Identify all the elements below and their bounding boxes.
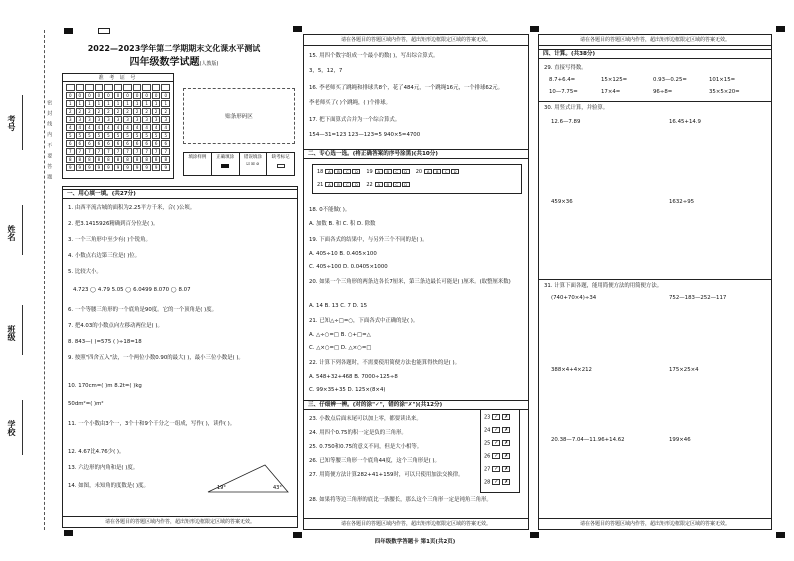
- exam-number-bubble[interactable]: 8: [114, 156, 123, 163]
- exam-number-bubble[interactable]: 9: [76, 164, 85, 171]
- exam-number-bubble[interactable]: 5: [123, 132, 132, 139]
- exam-number-bubble[interactable]: 9: [133, 164, 142, 171]
- answer-group: [317, 169, 361, 175]
- exam-number-bubble[interactable]: 0: [104, 92, 113, 99]
- question-25: 25. 0.750和0.75的意义不同，但是大小相等。: [309, 444, 423, 450]
- tf-row: [484, 453, 510, 460]
- exam-title: 2022—2023学年第二学期期末文化课水平测试: [87, 44, 261, 53]
- exam-number-bubble[interactable]: 7: [85, 148, 94, 155]
- exam-number-bubble[interactable]: 1: [114, 100, 123, 107]
- exam-number-bubble[interactable]: 3: [133, 116, 142, 123]
- column-3-header-notice: 请在各题目的答题区域内作答，超出矩形边框限定区域的答案无效。: [539, 35, 771, 46]
- answer-bubble[interactable]: D: [352, 169, 360, 174]
- registration-mark-top-right: [530, 26, 539, 32]
- exam-number-bubble[interactable]: 0: [133, 92, 142, 99]
- exam-number-bubble[interactable]: 3: [123, 116, 132, 123]
- question-20-options: A. 14 B. 13 C. 7 D. 15: [309, 303, 368, 309]
- exam-number-write-cell[interactable]: [152, 84, 161, 91]
- answer-bubble[interactable]: C: [343, 182, 351, 187]
- exam-number-write-cell[interactable]: [114, 84, 123, 91]
- tf-row: [484, 440, 510, 447]
- question-15: 15. 用四个数字组成一个最小的数( )，写出综合算式。: [309, 53, 439, 59]
- exam-number-bubble[interactable]: 6: [152, 140, 161, 147]
- exam-number-bubble[interactable]: 1: [76, 100, 85, 107]
- answer-group: [366, 182, 410, 188]
- exam-number-bubble[interactable]: 6: [66, 140, 75, 147]
- answer-bubble[interactable]: B: [433, 169, 441, 174]
- mental-math-item: 17×4=: [601, 89, 621, 95]
- angle-label-right: 43°: [273, 485, 282, 491]
- exam-number-bubble[interactable]: 0: [95, 92, 104, 99]
- question-17-eqs: 154—31=123 123—123=5 940×5=4700: [309, 132, 421, 138]
- column-3-panel: [538, 34, 772, 530]
- exam-number-bubble[interactable]: 7: [95, 148, 104, 155]
- registration-mark-bottom-right: [530, 532, 539, 538]
- question-16: 16. 李老师买了跳绳和排球共8个，花了484元，一个跳绳16元，一个排球62元。: [309, 85, 504, 91]
- question-24: 24. 用四个0.75的积一定是负的三角形。: [309, 430, 407, 436]
- true-false-answer-box: [480, 409, 520, 493]
- exam-number-bubble[interactable]: 7: [104, 148, 113, 155]
- section-1-footer-notice: 请在各题目的答题区域内作答，超出矩形边框限定区域的答案无效。: [63, 516, 297, 527]
- exam-number-bubble[interactable]: 7: [133, 148, 142, 155]
- question-1: 1. 由西平流古城的面积为2.25平方千米，合( )公顷。: [68, 205, 196, 211]
- exam-number-write-cell[interactable]: [104, 84, 113, 91]
- exam-number-bubble[interactable]: 2: [114, 108, 123, 115]
- exam-number-bubble[interactable]: 5: [114, 132, 123, 139]
- exam-number-bubble[interactable]: 5: [66, 132, 75, 139]
- exam-number-bubble[interactable]: 9: [161, 164, 170, 171]
- question-29: 29. 直接写得数。: [544, 65, 587, 71]
- tf-number: 24: [484, 427, 491, 434]
- question-19: 19. 下面各式的结果中，与另外三个不同的是( )。: [309, 237, 428, 243]
- tf-number: 28: [484, 479, 491, 486]
- exam-number-write-cell[interactable]: [85, 84, 94, 91]
- answer-bubble[interactable]: C: [442, 169, 450, 174]
- column-3-footer-notice: 请在各题目的答题区域内作答，超出矩形边框限定区域的答案无效。: [539, 518, 771, 529]
- check-icon[interactable]: ✓: [494, 479, 499, 485]
- exam-number-bubble[interactable]: 0: [85, 92, 94, 99]
- mental-math-item: 35×5×20=: [709, 89, 740, 95]
- exam-number-bubble[interactable]: 1: [85, 100, 94, 107]
- question-5: 5. 比较大小。: [68, 269, 102, 275]
- question-8: 8. 843—( )=575 ( )÷18=18: [68, 339, 142, 345]
- exam-number-bubble[interactable]: 8: [161, 156, 170, 163]
- exam-number-bubble[interactable]: 2: [133, 108, 142, 115]
- question-21: 21. 已知△÷□=○，下面各式中正确的是( )。: [309, 318, 419, 324]
- exam-number-bubble[interactable]: 9: [123, 164, 132, 171]
- exam-number-bubble[interactable]: 4: [95, 124, 104, 131]
- exam-number-bubble[interactable]: 3: [161, 116, 170, 123]
- answer-bubble[interactable]: A: [375, 182, 383, 187]
- exam-number-bubble[interactable]: 8: [85, 156, 94, 163]
- question-7: 7. 把4.03的小数点向左移动两位是( )。: [68, 323, 163, 329]
- exam-number-bubble[interactable]: 0: [114, 92, 123, 99]
- column-2-footer-notice: 请在各题目的答题区域内作答，超出矩形边框限定区域的答案无效。: [304, 518, 528, 529]
- exam-number-bubble[interactable]: 1: [123, 100, 132, 107]
- exam-number-bubble[interactable]: 3: [152, 116, 161, 123]
- question-14: 14. 如图，未知角的度数是( )度。: [68, 483, 149, 489]
- exam-number-bubble[interactable]: 8: [76, 156, 85, 163]
- exam-number-bubble[interactable]: 1: [104, 100, 113, 107]
- question-10-area: 50dm²=( )m²: [68, 401, 104, 407]
- exam-number-line[interactable]: [22, 95, 23, 150]
- exam-number-bubble[interactable]: 4: [152, 124, 161, 131]
- tf-row: [484, 466, 510, 473]
- fold-note: 密 封 线 内 不 要 答 题: [46, 100, 53, 182]
- exam-subtitle: 四年级数学试题(人教版): [129, 57, 219, 68]
- registration-mark-bottom-mid: [293, 532, 302, 538]
- question-31-f: 199×46: [669, 437, 691, 443]
- binding-label-name: 姓名: [7, 225, 16, 241]
- angle-label-left: 19°: [217, 485, 226, 491]
- exam-number-write-cell[interactable]: [161, 84, 170, 91]
- check-icon[interactable]: ✓: [494, 414, 499, 420]
- question-31-d: 175×25×4: [669, 367, 699, 373]
- exam-number-bubble[interactable]: 5: [104, 132, 113, 139]
- exam-number-bubble[interactable]: 5: [85, 132, 94, 139]
- exam-number-bubble[interactable]: 2: [152, 108, 161, 115]
- registration-mark-top-far-right: [776, 26, 785, 32]
- exam-number-bubble[interactable]: 4: [66, 124, 75, 131]
- section-1-header: 一、用心填一填。(共27分): [63, 189, 297, 199]
- answer-group: [366, 169, 410, 175]
- edition-label: (人教版): [199, 61, 219, 67]
- question-11: 11. 一个小数由3个一，3个十和9个千分之一组成，写作( )，读作( )。: [68, 421, 236, 427]
- question-12: 12. 4.67比4.76少( )。: [68, 449, 125, 455]
- exam-number-bubble[interactable]: 1: [66, 100, 75, 107]
- question-4: 4. 小数点右边第三位是( )位。: [68, 253, 141, 259]
- question-16-cont: 李老师买了( )个跳绳，( )个排球。: [309, 100, 391, 106]
- exam-number-bubble[interactable]: 9: [152, 164, 161, 171]
- exam-number-bubble[interactable]: 0: [66, 92, 75, 99]
- binding-label-exam-number: 考号: [7, 115, 16, 131]
- question-30-a: 12.6—7.89: [551, 119, 581, 125]
- cross-icon[interactable]: ✗: [504, 427, 509, 433]
- exam-number-bubble[interactable]: 1: [95, 100, 104, 107]
- exam-number-bubble[interactable]: 5: [95, 132, 104, 139]
- exam-number-bubble[interactable]: 4: [142, 124, 151, 131]
- exam-number-bubble[interactable]: 9: [66, 164, 75, 171]
- exam-number-bubble[interactable]: 4: [161, 124, 170, 131]
- binding-strip: [0, 0, 56, 561]
- exam-number-bubble[interactable]: 0: [161, 92, 170, 99]
- answer-bubble[interactable]: A: [325, 169, 333, 174]
- mental-math-item: 0.93—0.25=: [653, 77, 687, 83]
- exam-number-bubble[interactable]: 1: [152, 100, 161, 107]
- name-line[interactable]: [22, 205, 23, 255]
- exam-number-header: 准 考 证 号: [63, 74, 173, 82]
- exam-number-bubble[interactable]: 2: [142, 108, 151, 115]
- question-13: 13. 六边形的内角和是( )度。: [68, 465, 139, 471]
- mental-math-item: 8.7+6.4=: [549, 77, 576, 83]
- exam-number-bubble[interactable]: 0: [76, 92, 85, 99]
- question-30: 30. 用竖式计算，并验算。: [544, 105, 609, 111]
- exam-number-write-cell[interactable]: [66, 84, 75, 91]
- answer-row-2: [317, 182, 416, 188]
- exam-number-bubble[interactable]: 7: [76, 148, 85, 155]
- answer-number: 21: [317, 182, 324, 188]
- question-19-options-a: A. 405÷10 B. 0.405×100: [309, 251, 377, 257]
- exam-number-bubble[interactable]: 8: [95, 156, 104, 163]
- exam-number-bubble[interactable]: 3: [85, 116, 94, 123]
- bubble-cells[interactable]: [63, 82, 173, 173]
- question-31-e: 20.38—7.04—11.96+14.62: [551, 437, 625, 443]
- question-15-numbers: 3，5，12，7: [309, 68, 343, 74]
- answer-number: 18: [317, 169, 324, 175]
- question-9: 9. 按照"四舍五入"法，一个两位小数0.90的最大( )，最小三位小数是( )。: [68, 355, 244, 361]
- question-22-options-c: C. 99×35+35 D. 125×(8×4): [309, 387, 386, 393]
- exam-number-bubble[interactable]: 2: [66, 108, 75, 115]
- exam-number-bubble[interactable]: 9: [85, 164, 94, 171]
- question-31: 31. 计算下面各题，能用简便方法的用简便方法。: [544, 283, 663, 289]
- column-2-header-notice: 请在各题目的答题区域内作答，超出矩形边框限定区域的答案无效。: [304, 35, 528, 46]
- barcode-area: 贴条形码区: [183, 88, 295, 144]
- exam-number-bubble[interactable]: 3: [142, 116, 151, 123]
- answer-bubble[interactable]: C: [393, 169, 401, 174]
- answer-bubble[interactable]: A: [424, 169, 432, 174]
- question-21-options-a: A. △÷○=□ B. ○+□=△: [309, 332, 371, 338]
- question-22-options-a: A. 548+32+468 B. 7000÷125÷8: [309, 374, 398, 380]
- exam-number-bubble[interactable]: 0: [142, 92, 151, 99]
- exam-number-bubble[interactable]: 6: [161, 140, 170, 147]
- exam-number-write-cell[interactable]: [95, 84, 104, 91]
- question-6: 6. 一个等腰三角形的一个底角是90度。它的一个顶角是( )度。: [68, 307, 218, 313]
- answer-bubble[interactable]: C: [393, 182, 401, 187]
- answer-bubble[interactable]: D: [352, 182, 360, 187]
- registration-mark-bottom-left: [64, 530, 73, 536]
- question-31-b: 752—183—252—117: [669, 295, 727, 301]
- tf-row: [484, 414, 510, 421]
- exam-number-bubble[interactable]: 5: [142, 132, 151, 139]
- question-30-c: 459×36: [551, 199, 573, 205]
- cross-icon[interactable]: ✗: [504, 453, 509, 459]
- mental-math-item: 96÷8=: [653, 89, 673, 95]
- exam-number-bubble[interactable]: 3: [66, 116, 75, 123]
- question-22: 22. 计算下列各题时，不需要使用简便方法也能算得快的是( )。: [309, 360, 460, 366]
- question-18: 18. 0不能做( )。: [309, 207, 351, 213]
- exam-number-bubble[interactable]: 6: [104, 140, 113, 147]
- answer-group: [317, 182, 361, 188]
- cross-icon[interactable]: ✗: [504, 466, 509, 472]
- exam-number-bubble[interactable]: 2: [123, 108, 132, 115]
- check-icon[interactable]: ✓: [494, 440, 499, 446]
- answer-number: 19: [366, 169, 373, 175]
- registration-mark-bottom-far-right: [776, 532, 785, 538]
- cross-icon[interactable]: ✗: [504, 479, 509, 485]
- section-3-header: 三、仔细辨一辨。(对的涂"✓"，错的涂"✗")(共12分): [304, 400, 528, 410]
- exam-number-bubble[interactable]: 0: [152, 92, 161, 99]
- section-4-header: 四、计算。(共38分): [539, 49, 771, 59]
- exam-number-bubble[interactable]: 6: [76, 140, 85, 147]
- check-icon[interactable]: ✓: [494, 466, 499, 472]
- question-2: 2. 把3.1415926精确到百分位是( )。: [68, 221, 159, 227]
- exam-number-bubble[interactable]: 4: [114, 124, 123, 131]
- tf-row: [484, 479, 510, 486]
- question-21-options-c: C. △×○=□ D. △×○=□: [309, 345, 372, 351]
- exam-number-bubble[interactable]: 8: [123, 156, 132, 163]
- question-19-options-c: C. 405÷100 D. 0.0405×1000: [309, 264, 388, 270]
- answer-bubble[interactable]: D: [451, 169, 459, 174]
- answer-group: [416, 169, 460, 175]
- exam-number-bubble[interactable]: 5: [152, 132, 161, 139]
- exam-number-bubble[interactable]: 4: [76, 124, 85, 131]
- cross-icon[interactable]: ✗: [504, 440, 509, 446]
- exam-number-bubble[interactable]: 6: [95, 140, 104, 147]
- exam-number-bubble[interactable]: 5: [76, 132, 85, 139]
- fold-line: [44, 30, 45, 530]
- registration-mark-top-mid: [293, 26, 302, 32]
- fill-correct: 正确填涂: [212, 153, 240, 175]
- question-18-options: A. 加数 B. 和 C. 积 D. 除数: [309, 221, 376, 227]
- answer-bubble[interactable]: B: [384, 169, 392, 174]
- registration-mark-top-left: [64, 28, 73, 34]
- exam-number-bubble[interactable]: 4: [104, 124, 113, 131]
- exam-number-bubble[interactable]: 6: [85, 140, 94, 147]
- question-30-d: 1632÷95: [669, 199, 695, 205]
- exam-number-bubble[interactable]: 8: [133, 156, 142, 163]
- tf-number: 23: [484, 414, 491, 421]
- page-footer: 四年级数学答题卡 第1页(共2页): [374, 539, 456, 545]
- question-26: 26. 已知等腰三角形一个底角44度，这个三角形是( )。: [309, 458, 440, 464]
- exam-number-bubble[interactable]: 9: [104, 164, 113, 171]
- tf-number: 26: [484, 453, 491, 460]
- tf-number: 27: [484, 466, 491, 473]
- answer-bubble[interactable]: A: [325, 182, 333, 187]
- question-31-c: 388×4+4×212: [551, 367, 592, 373]
- absent-mark[interactable]: 缺考标记: [267, 153, 294, 175]
- exam-number-bubble[interactable]: 1: [161, 100, 170, 107]
- answer-number: 20: [415, 169, 423, 175]
- binding-label-class: 班级: [7, 325, 16, 341]
- exam-number-bubble[interactable]: 2: [161, 108, 170, 115]
- triangle-figure: [203, 457, 293, 497]
- exam-number-bubble[interactable]: 7: [152, 148, 161, 155]
- divider-29-30: [539, 101, 771, 102]
- exam-number-bubble[interactable]: 4: [133, 124, 142, 131]
- exam-number-bubble[interactable]: 5: [133, 132, 142, 139]
- cross-icon[interactable]: ✗: [504, 414, 509, 420]
- fill-legend: [183, 152, 295, 176]
- exam-number-write-cell[interactable]: [142, 84, 151, 91]
- fill-wrong: 错误填涂 ☑ ☒ ⊘: [240, 153, 268, 175]
- answer-bubble[interactable]: C: [343, 169, 351, 174]
- answer-bubble[interactable]: D: [402, 169, 410, 174]
- exam-number-bubble[interactable]: 2: [95, 108, 104, 115]
- section-2-answer-grid: [312, 164, 522, 194]
- small-marker-box: [98, 28, 110, 34]
- exam-number-bubble[interactable]: 7: [142, 148, 151, 155]
- answer-bubble[interactable]: B: [334, 182, 342, 187]
- exam-number-write-cell[interactable]: [123, 84, 132, 91]
- exam-number-bubble[interactable]: 4: [85, 124, 94, 131]
- question-17: 17. 把下面算式合并为一个综合算式。: [309, 117, 401, 123]
- exam-number-bubble[interactable]: 1: [142, 100, 151, 107]
- answer-bubble[interactable]: B: [334, 169, 342, 174]
- exam-number-bubble[interactable]: 2: [76, 108, 85, 115]
- exam-number-bubble[interactable]: 6: [133, 140, 142, 147]
- question-27: 27. 用简便方法计算282+41+159时，可以只使用加法交换律。: [309, 472, 464, 478]
- mental-math-item: 10—7.75=: [549, 89, 578, 95]
- exam-number-bubble[interactable]: 8: [66, 156, 75, 163]
- exam-number-write-cell[interactable]: [133, 84, 142, 91]
- exam-number-bubble[interactable]: 9: [95, 164, 104, 171]
- question-5-compare: 4.723 ◯ 4.79 5.05 ◯ 6.0499 8.070 ◯ 8.07: [73, 287, 191, 293]
- exam-number-bubble[interactable]: 8: [104, 156, 113, 163]
- class-line[interactable]: [22, 305, 23, 355]
- exam-number-bubble-grid: [62, 73, 174, 179]
- divider-30-31: [539, 279, 771, 280]
- exam-number-bubble[interactable]: 2: [85, 108, 94, 115]
- exam-number-bubble[interactable]: 7: [161, 148, 170, 155]
- tf-row: [484, 427, 510, 434]
- question-23: 23. 小数点后面末尾可以加上零，都要读出来。: [309, 416, 422, 422]
- question-30-b: 16.45+14.9: [669, 119, 701, 125]
- answer-row-1: [317, 169, 465, 175]
- exam-number-bubble[interactable]: 8: [142, 156, 151, 163]
- exam-number-bubble[interactable]: 7: [114, 148, 123, 155]
- answer-bubble[interactable]: B: [384, 182, 392, 187]
- question-20: 20. 如果一个三角形的两条边各长7厘米，第三条边最长可能是( )厘米。(取整厘米数): [309, 279, 511, 285]
- exam-number-bubble[interactable]: 1: [133, 100, 142, 107]
- exam-number-bubble[interactable]: 3: [76, 116, 85, 123]
- exam-number-bubble[interactable]: 3: [114, 116, 123, 123]
- question-31-a: (740+70×4)÷34: [551, 295, 597, 301]
- exam-number-bubble[interactable]: 6: [142, 140, 151, 147]
- exam-number-bubble[interactable]: 8: [152, 156, 161, 163]
- answer-number: 22: [366, 182, 373, 188]
- section-1-panel: [62, 186, 298, 528]
- check-icon[interactable]: ✓: [494, 453, 499, 459]
- tf-number: 25: [484, 440, 491, 447]
- exam-number-bubble[interactable]: 6: [114, 140, 123, 147]
- answer-bubble[interactable]: D: [402, 182, 410, 187]
- exam-number-bubble[interactable]: 7: [123, 148, 132, 155]
- exam-number-bubble[interactable]: 0: [123, 92, 132, 99]
- exam-number-bubble[interactable]: 4: [123, 124, 132, 131]
- exam-number-bubble[interactable]: 7: [66, 148, 75, 155]
- exam-number-write-cell[interactable]: [76, 84, 85, 91]
- fill-example-label: 填涂样例: [184, 153, 212, 175]
- mental-math-item: 15×125=: [601, 77, 628, 83]
- section-2-header: 二、专心选一选。(将正确答案的序号涂黑)(共10分): [304, 149, 528, 159]
- school-line[interactable]: [22, 400, 23, 455]
- exam-number-bubble[interactable]: 9: [114, 164, 123, 171]
- exam-number-bubble[interactable]: 9: [142, 164, 151, 171]
- exam-number-bubble[interactable]: 5: [161, 132, 170, 139]
- binding-label-school: 学校: [7, 420, 16, 436]
- question-10: 10. 170cm=( )m 8.2t=( )kg: [68, 383, 142, 389]
- mental-math-item: 101×15=: [709, 77, 736, 83]
- question-28: 28. 如果将等边三角形的底比一条腰长，那么这个三角形一定是钝角三角形。: [309, 497, 492, 503]
- exam-number-bubble[interactable]: 2: [104, 108, 113, 115]
- exam-number-bubble[interactable]: 6: [123, 140, 132, 147]
- check-icon[interactable]: ✓: [494, 427, 499, 433]
- exam-number-bubble[interactable]: 3: [104, 116, 113, 123]
- exam-number-bubble[interactable]: 3: [95, 116, 104, 123]
- question-3: 3. 一个三角形中至少有( )个锐角。: [68, 237, 151, 243]
- answer-bubble[interactable]: A: [375, 169, 383, 174]
